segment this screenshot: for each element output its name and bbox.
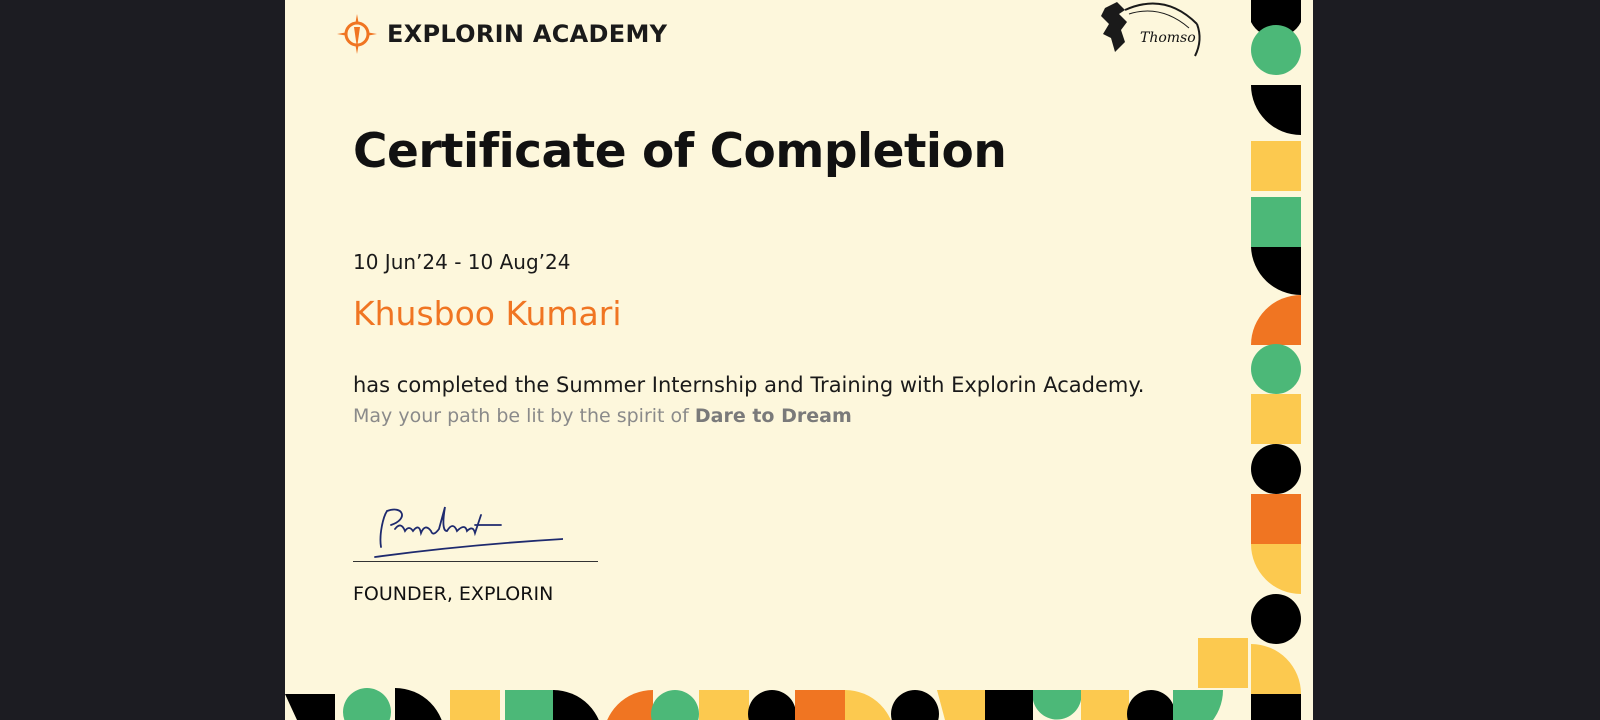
certificate-title: Certificate of Completion: [353, 124, 1007, 179]
signature-line: [353, 561, 598, 562]
completion-statement: has completed the Summer Internship and Training with Explorin Academy.: [353, 373, 1145, 397]
right-backdrop: [1313, 0, 1600, 720]
motto-prefix: May your path be lit by the spirit of: [353, 405, 695, 427]
motto-emphasis: Dare to Dream: [694, 405, 852, 427]
brand-name: EXPLORIN ACADEMY: [387, 20, 668, 48]
recipient-name: Khusboo Kumari: [353, 294, 622, 333]
certificate-page: [285, 0, 1313, 720]
compass-star-icon: [335, 12, 379, 56]
brand-header: [335, 12, 667, 56]
internship-period: 10 Jun’24 - 10 Aug’24: [353, 250, 571, 274]
left-backdrop: [0, 0, 285, 720]
founder-signature: [373, 505, 563, 565]
partner-name: Thomso: [1140, 30, 1196, 46]
motto-line: [353, 405, 852, 427]
geometric-border-pattern: [285, 0, 1313, 720]
signatory-title: FOUNDER, EXPLORIN: [353, 583, 554, 605]
